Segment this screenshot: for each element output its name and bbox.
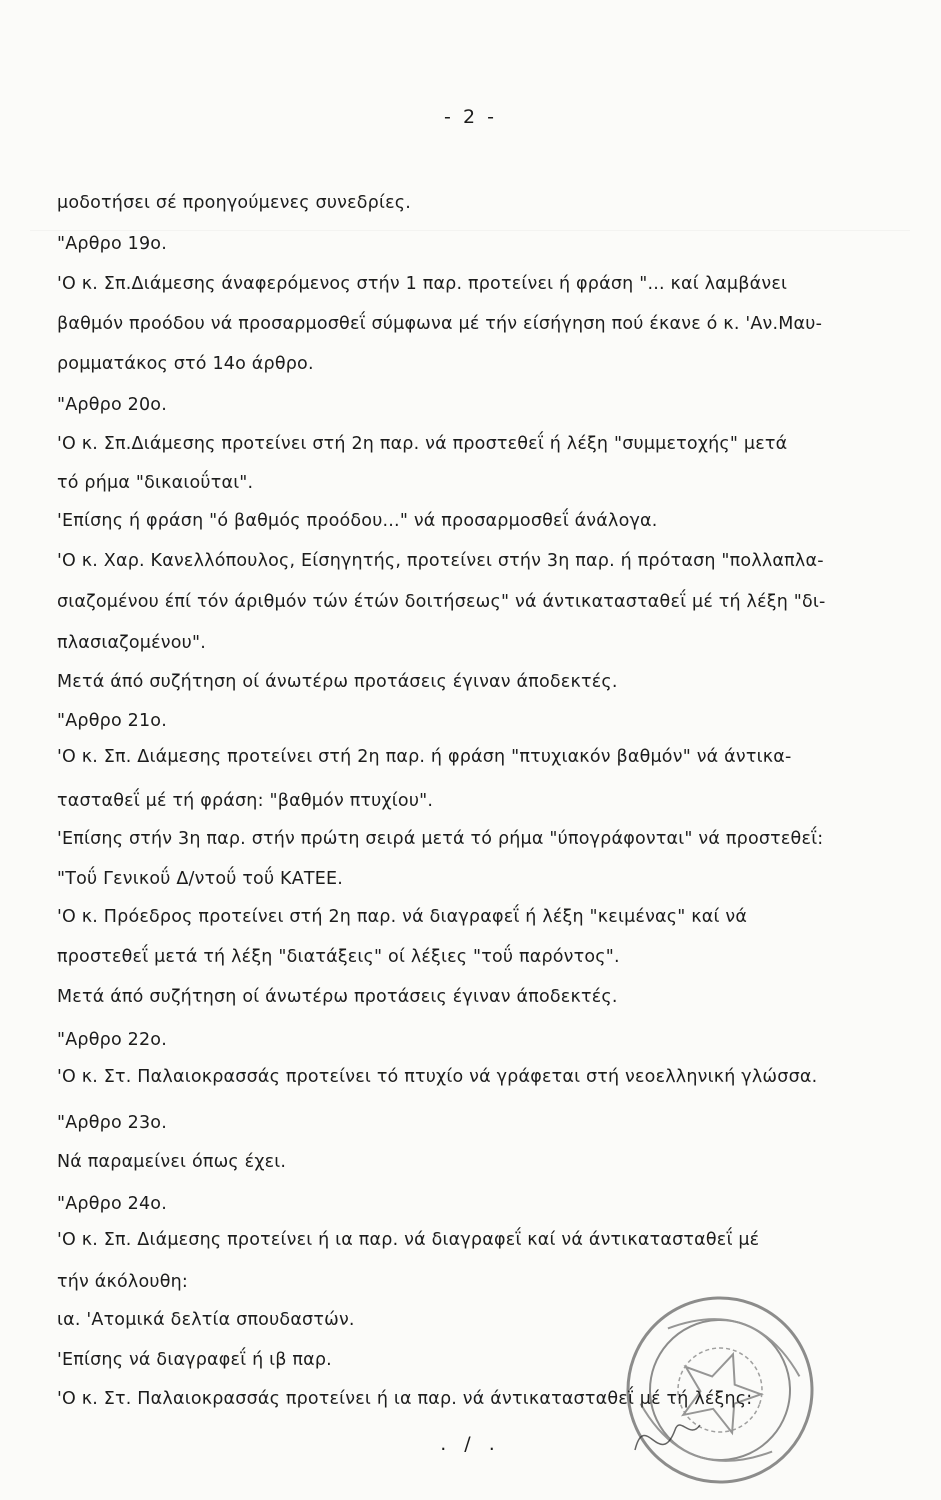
text-line: Μετά άπό συζήτηση οί άνωτέρω προτάσεις έγιναν άποδεκτές. — [57, 672, 618, 692]
text-line: σιαζομένου έπί τόν άριθμόν τών έτών δοιτήσεως" νά άντικατασταθεΐ μέ τή λέξη "δι- — [57, 592, 826, 612]
text-line: 'Επίσης στήν 3η παρ. στήν πρώτη σειρά μετά τό ρήμα "ύπογράφονται" νά προστεθεΐ: — [57, 829, 824, 849]
text-line: "Τοΰ Γενικοΰ Δ/ντοΰ τοΰ ΚΑΤΕΕ. — [57, 869, 344, 889]
article-heading: "Αρθρο 23ο. — [57, 1113, 167, 1133]
text-line: ια. 'Ατομικά δελτία σπουδαστών. — [57, 1310, 355, 1330]
text-line: 'Ο κ. Στ. Παλαιοκρασσάς προτείνει τό πτυχίο νά γράφεται στή νεοελληνική γλώσσα. — [57, 1067, 818, 1087]
page-number: - 2 - — [444, 106, 497, 128]
text-line: 'Ο κ. Στ. Παλαιοκρασσάς προτείνει ή ια παρ. νά άντικατασταθεΐ μέ τή λέξης: — [57, 1389, 753, 1409]
text-line: 'Ο κ. Σπ. Διάμεσης προτείνει στή 2η παρ. ή φράση "πτυχιακόν βαθμόν" νά άντικα- — [57, 747, 792, 767]
article-heading: "Αρθρο 22ο. — [57, 1030, 167, 1050]
text-line: τασταθεΐ μέ τή φράση: "βαθμόν πτυχίου". — [57, 791, 434, 811]
text-line: τό ρήμα "δικαιοΰται". — [57, 473, 254, 493]
text-line: Μετά άπό συζήτηση οί άνωτέρω προτάσεις έγιναν άποδεκτές. — [57, 987, 618, 1007]
text-line: 'Ο κ. Σπ.Διάμεσης προτείνει στή 2η παρ. νά προστεθεΐ ή λέξη "συμμετοχής" μετά — [57, 434, 788, 454]
text-line: πλασιαζομένου". — [57, 633, 207, 653]
article-heading: "Αρθρο 24ο. — [57, 1194, 167, 1214]
text-line: τήν άκόλουθη: — [57, 1272, 189, 1292]
text-line: ρομματάκος στό 14ο άρθρο. — [57, 354, 314, 374]
text-line: 'Επίσης ή φράση "ό βαθμός προόδου..." νά προσαρμοσθεΐ άνάλογα. — [57, 511, 658, 531]
text-line: 'Ο κ. Σπ. Διάμεσης προτείνει ή ια παρ. νά διαγραφεΐ καί νά άντικατασταθεΐ μέ — [57, 1230, 760, 1250]
text-line: βαθμόν προόδου νά προσαρμοσθεΐ σύμφωνα μέ τήν είσήγηση πού έκανε ό κ. 'Αν.Μαυ- — [57, 314, 823, 334]
text-line: μοδοτήσει σέ προηγούμενες συνεδρίες. — [57, 193, 412, 213]
article-heading: "Αρθρο 21ο. — [57, 711, 167, 731]
official-seal-stamp — [620, 1290, 820, 1490]
article-heading: "Αρθρο 20ο. — [57, 395, 167, 415]
text-line: 'Ο κ. Πρόεδρος προτείνει στή 2η παρ. νά διαγραφεΐ ή λέξη "κειμένας" καί νά — [57, 907, 748, 927]
text-line: 'Επίσης νά διαγραφεΐ ή ιβ παρ. — [57, 1350, 332, 1370]
text-line: 'Ο κ. Χαρ. Κανελλόπουλος, Είσηγητής, προτείνει στήν 3η παρ. ή πρόταση "πολλαπλα- — [57, 551, 824, 571]
text-line: προστεθεΐ μετά τή λέξη "διατάξεις" οί λέξιες "τοΰ παρόντος". — [57, 947, 620, 967]
continuation-mark: . / . — [440, 1433, 501, 1455]
text-line: Νά παραμείνει όπως έχει. — [57, 1152, 287, 1172]
text-line: 'Ο κ. Σπ.Διάμεσης άναφερόμενος στήν 1 παρ. προτείνει ή φράση "... καί λαμβάνει — [57, 274, 788, 294]
article-heading: "Αρθρο 19ο. — [57, 234, 167, 254]
